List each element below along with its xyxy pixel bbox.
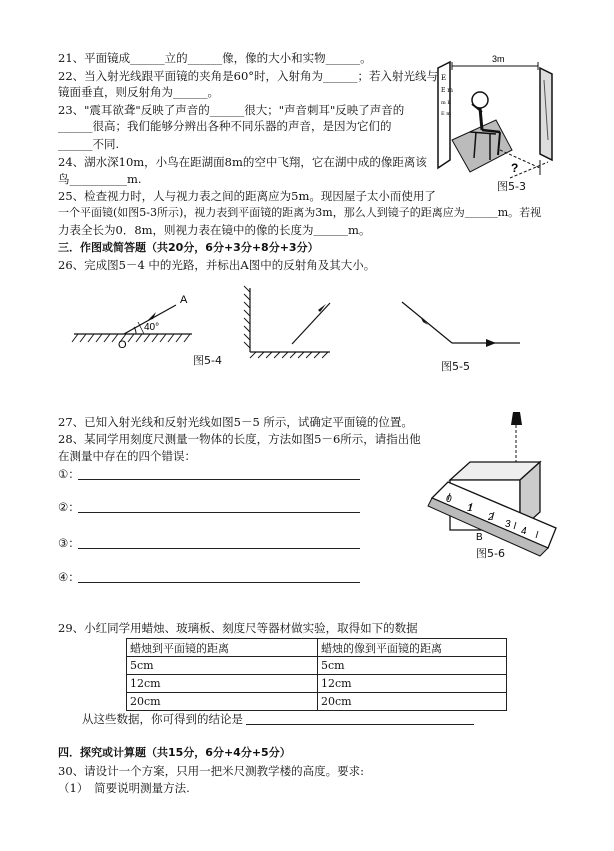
- error-label-3: ③：: [58, 536, 80, 550]
- q30-part1: （1） 简要说明测量方法.: [58, 781, 190, 795]
- section-3-heading: 三．作图或简答题（共20分，6分+3分+8分+3分）: [58, 241, 319, 254]
- table-row: [127, 693, 507, 711]
- table-row: [127, 657, 507, 675]
- q30: 30、请设计一个方案，只用一把米尺测教学楼的高度。要求:: [58, 764, 365, 778]
- q23-line1: 23、"震耳欲聋"反映了声音的______很大；"声音刺耳"反映了声音的: [58, 103, 405, 117]
- fig53-caption: 图5-3: [497, 180, 526, 193]
- table-header-row: [127, 639, 507, 657]
- fig56-tick-2: 2: [488, 512, 494, 523]
- error-label-2: ②：: [58, 500, 80, 514]
- q27: 27、已知入射光线和反射光线如图5－5 所示，试确定平面镜的位置。: [58, 415, 413, 429]
- q26: 26、完成图5－4 中的光路，并标出A图中的反射角及其大小。: [58, 258, 376, 272]
- fig56-caption: 图5-6: [476, 547, 505, 560]
- fig56-tick-4: 4: [521, 526, 527, 537]
- q23-line2: ______很高；我们能够分辨出各种不同乐器的声音，是因为它们的: [58, 119, 392, 133]
- table-cell: 12cm: [318, 675, 507, 693]
- fig54-label-a: A: [180, 294, 188, 306]
- q29-conclusion: 从这些数据，你可得到的结论是: [82, 712, 243, 726]
- q25-line2: 一个平面镜(如图5-3所示)，视力表到平面镜的距离为3m，那么人到镜子的距离应为＿＿＿m。若视: [58, 206, 542, 219]
- svg-text:E m: E m: [441, 111, 451, 117]
- table-cell: 12cm: [127, 675, 318, 693]
- q25-line1: 25、检查视力时，人与视力表之间的距离应为5m。现因屋子太小而使用了: [58, 189, 436, 203]
- q23-line3: ______不同.: [58, 137, 120, 151]
- table-cell: 5cm: [318, 657, 507, 675]
- q22-line2: 镜面垂直，则反射角为______。: [58, 85, 219, 99]
- q22-line1: 22、当入射光线跟平面镜的夹角是60°时，入射角为______；若入射光线与: [58, 69, 439, 83]
- table-header-cell: 蜡烛的像到平面镜的距离: [318, 639, 507, 657]
- table-cell: 20cm: [318, 693, 507, 711]
- table-cell: 5cm: [127, 657, 318, 675]
- q21: 21、平面镜成______立的______像，像的大小和实物______。: [58, 51, 372, 65]
- svg-text:E m: E m: [441, 87, 453, 94]
- q24-line2: 鸟__________m.: [58, 172, 142, 186]
- svg-text:E: E: [441, 74, 447, 82]
- table-header-cell: 蜡烛到平面镜的距离: [127, 639, 318, 657]
- svg-text:m E: m E: [441, 100, 451, 106]
- fig56-tick-0: 0: [446, 494, 452, 505]
- data-table: [126, 638, 507, 711]
- fig56-label-b: B: [476, 532, 483, 543]
- table-row: [127, 675, 507, 693]
- q28-line2: 在测量中存在的四个错误：: [58, 449, 196, 463]
- conclusion-answer-line[interactable]: [246, 724, 474, 725]
- q29: 29、小红同学用蜡烛、玻璃板、刻度尺等器材做实验，取得如下的数据: [58, 621, 418, 635]
- fig56-tick-1: 1: [467, 503, 473, 514]
- fig55-caption: 图5-5: [441, 360, 470, 373]
- section-4-heading: 四．探究或计算题（共15分，6分+4分+5分）: [58, 746, 291, 759]
- fig53-distance: 3m: [492, 54, 505, 64]
- fig54-caption: 图5-4: [193, 354, 222, 367]
- q28-line1: 28、某同学用刻度尺测量一物体的长度，方法如图5－6所示，请指出他: [58, 432, 421, 446]
- q25-line3: 力表全长为0．8m，则视力表在镜中的像的长度为＿＿＿m。: [58, 223, 371, 237]
- fig54-angle: 40°: [144, 322, 160, 333]
- fig53-question-mark: ?: [511, 161, 519, 175]
- table-cell: 20cm: [127, 693, 318, 711]
- error-label-4: ④：: [58, 570, 80, 584]
- fig54-label-o: O: [118, 339, 127, 351]
- q24-line1: 24、湖水深10m，小鸟在距湖面8m的空中飞翔，它在湖中成的像距离该: [58, 155, 427, 169]
- fig56-tick-3: 3: [505, 519, 511, 530]
- error-label-1: ①：: [58, 467, 80, 481]
